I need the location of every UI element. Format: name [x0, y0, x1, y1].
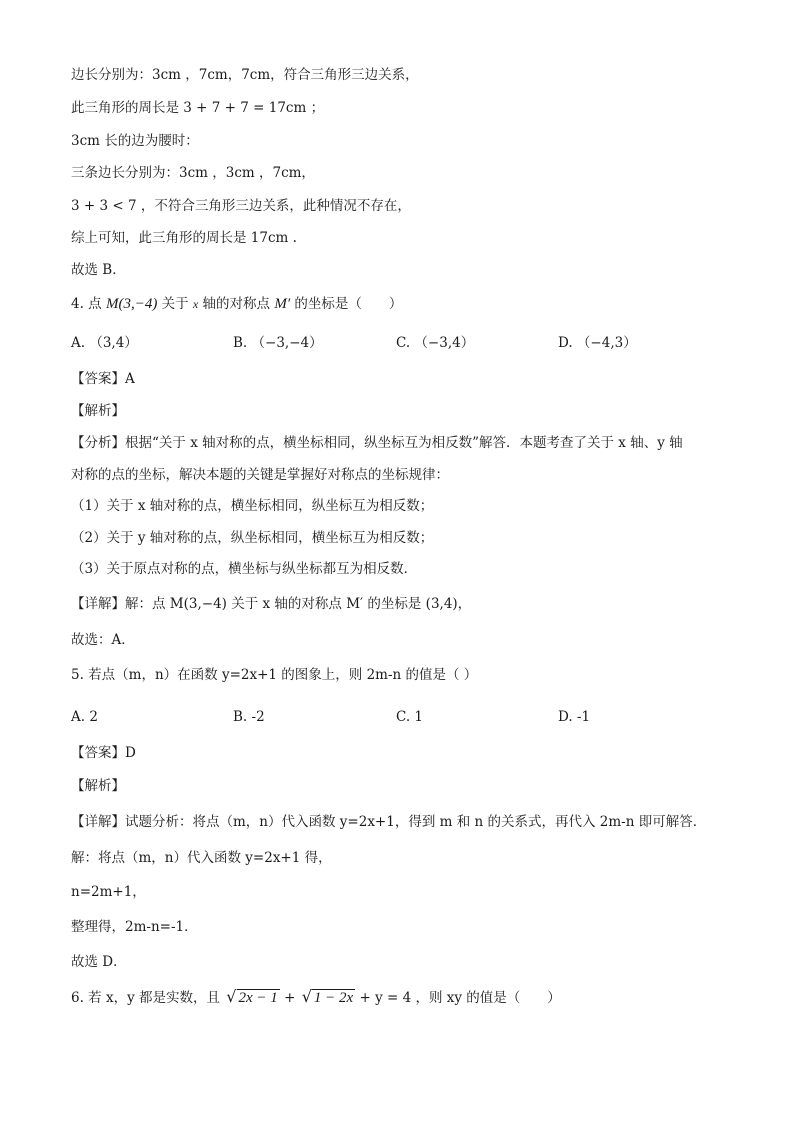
text-line: 综上可知，此三角形的周长是 17cm . [71, 230, 297, 246]
text-line: 边长分别为：3cm ，7cm，7cm，符合三角形三边关系， [71, 67, 419, 83]
q4-point-m-prime: M′ [274, 296, 291, 312]
q4-analysis-line: （2）关于 y 轴对称的点，纵坐标相同，横坐标互为相反数； [71, 530, 434, 546]
q4-detail-line: 【详解】解：点 M(3,−4) 关于 x 轴的对称点 M′ 的坐标是 (3,4)， [71, 596, 472, 612]
text-line: 此三角形的周长是 3 + 7 + 7 = 17cm ； [71, 100, 325, 116]
text-line: 3cm 长的边为腰时： [71, 133, 199, 149]
question-6-stem [71, 987, 561, 1008]
q6-radicand-2: 1 − 2x [313, 990, 354, 1006]
q4-analysis-label: 【解析】 [71, 403, 125, 419]
q5-detail-line: 【详解】试题分析：将点（m，n）代入函数 y=2x+1，得到 m 和 n 的关系式，再代入 2m-n 即可解答． [71, 814, 707, 830]
q4-point-m: M(3,−4) [105, 296, 158, 312]
q5-option-a: A. 2 [71, 709, 98, 725]
q4-axis-x: x [192, 297, 199, 311]
question-4-stem [71, 294, 402, 314]
q4-stem-part: 4. 点 [71, 296, 102, 312]
q6-radicand-1: 2x − 1 [238, 990, 278, 1006]
q5-analysis-label: 【解析】 [71, 778, 125, 794]
text-line: 3 + 3 < 7 ，不符合三角形三边关系，此种情况不存在， [71, 198, 411, 214]
q6-radical-1: √ 2x − 1 [226, 987, 278, 1006]
q4-stem-part: 关于 [161, 296, 189, 312]
q4-option-b: B. （−3,−4） [233, 335, 323, 351]
q6-radical-2: √ 1 − 2x [301, 987, 354, 1006]
q4-analysis-line: （3）关于原点对称的点，横坐标与纵坐标都互为相反数． [71, 561, 418, 577]
q4-analysis-line: 对称的点的坐标，解决本题的关键是掌握好对称点的坐标规律： [71, 467, 449, 483]
q5-detail-line: n=2m+1， [71, 884, 146, 900]
text-line: 故选 B． [71, 262, 126, 278]
q5-answer: 【答案】D [71, 745, 136, 761]
q5-option-d: D. -1 [558, 709, 591, 725]
q6-stem-part: + y = 4 ，则 xy 的值是（ ） [359, 990, 561, 1006]
q4-answer: 【答案】A [71, 371, 135, 387]
q5-option-c: C. 1 [396, 709, 424, 725]
q6-stem-part: 6. 若 x，y 都是实数，且 [71, 990, 220, 1006]
q4-stem-part: 的坐标是（ ） [294, 296, 403, 312]
text-line: 三条边长分别为：3cm ，3cm ，7cm， [71, 165, 315, 181]
q4-detail-line: 故选：A． [71, 632, 135, 648]
q5-detail-line: 解：将点（m，n）代入函数 y=2x+1 得， [71, 850, 332, 866]
q6-plus: + [284, 990, 296, 1006]
q4-analysis-line: 【分析】根据“关于 x 轴对称的点，横坐标相同，纵坐标互为相反数”解答．本题考查了关于 x 轴、y 轴 [71, 435, 683, 451]
q5-detail-line: 整理得，2m-n=-1． [71, 919, 198, 935]
question-5-stem: 5. 若点（m，n）在函数 y=2x+1 的图象上，则 2m-n 的值是（ ） [71, 667, 478, 683]
q5-option-b: B. -2 [233, 709, 265, 725]
q4-stem-part: 轴的对称点 [202, 296, 271, 312]
q4-option-c: C. （−3,4） [396, 335, 475, 351]
q5-detail-line: 故选 D． [71, 954, 127, 970]
q4-option-d: D. （−4,3） [558, 335, 637, 351]
q4-analysis-line: （1）关于 x 轴对称的点，横坐标相同，纵坐标互为相反数； [71, 498, 434, 514]
q4-option-a: A. （3,4） [71, 335, 138, 351]
